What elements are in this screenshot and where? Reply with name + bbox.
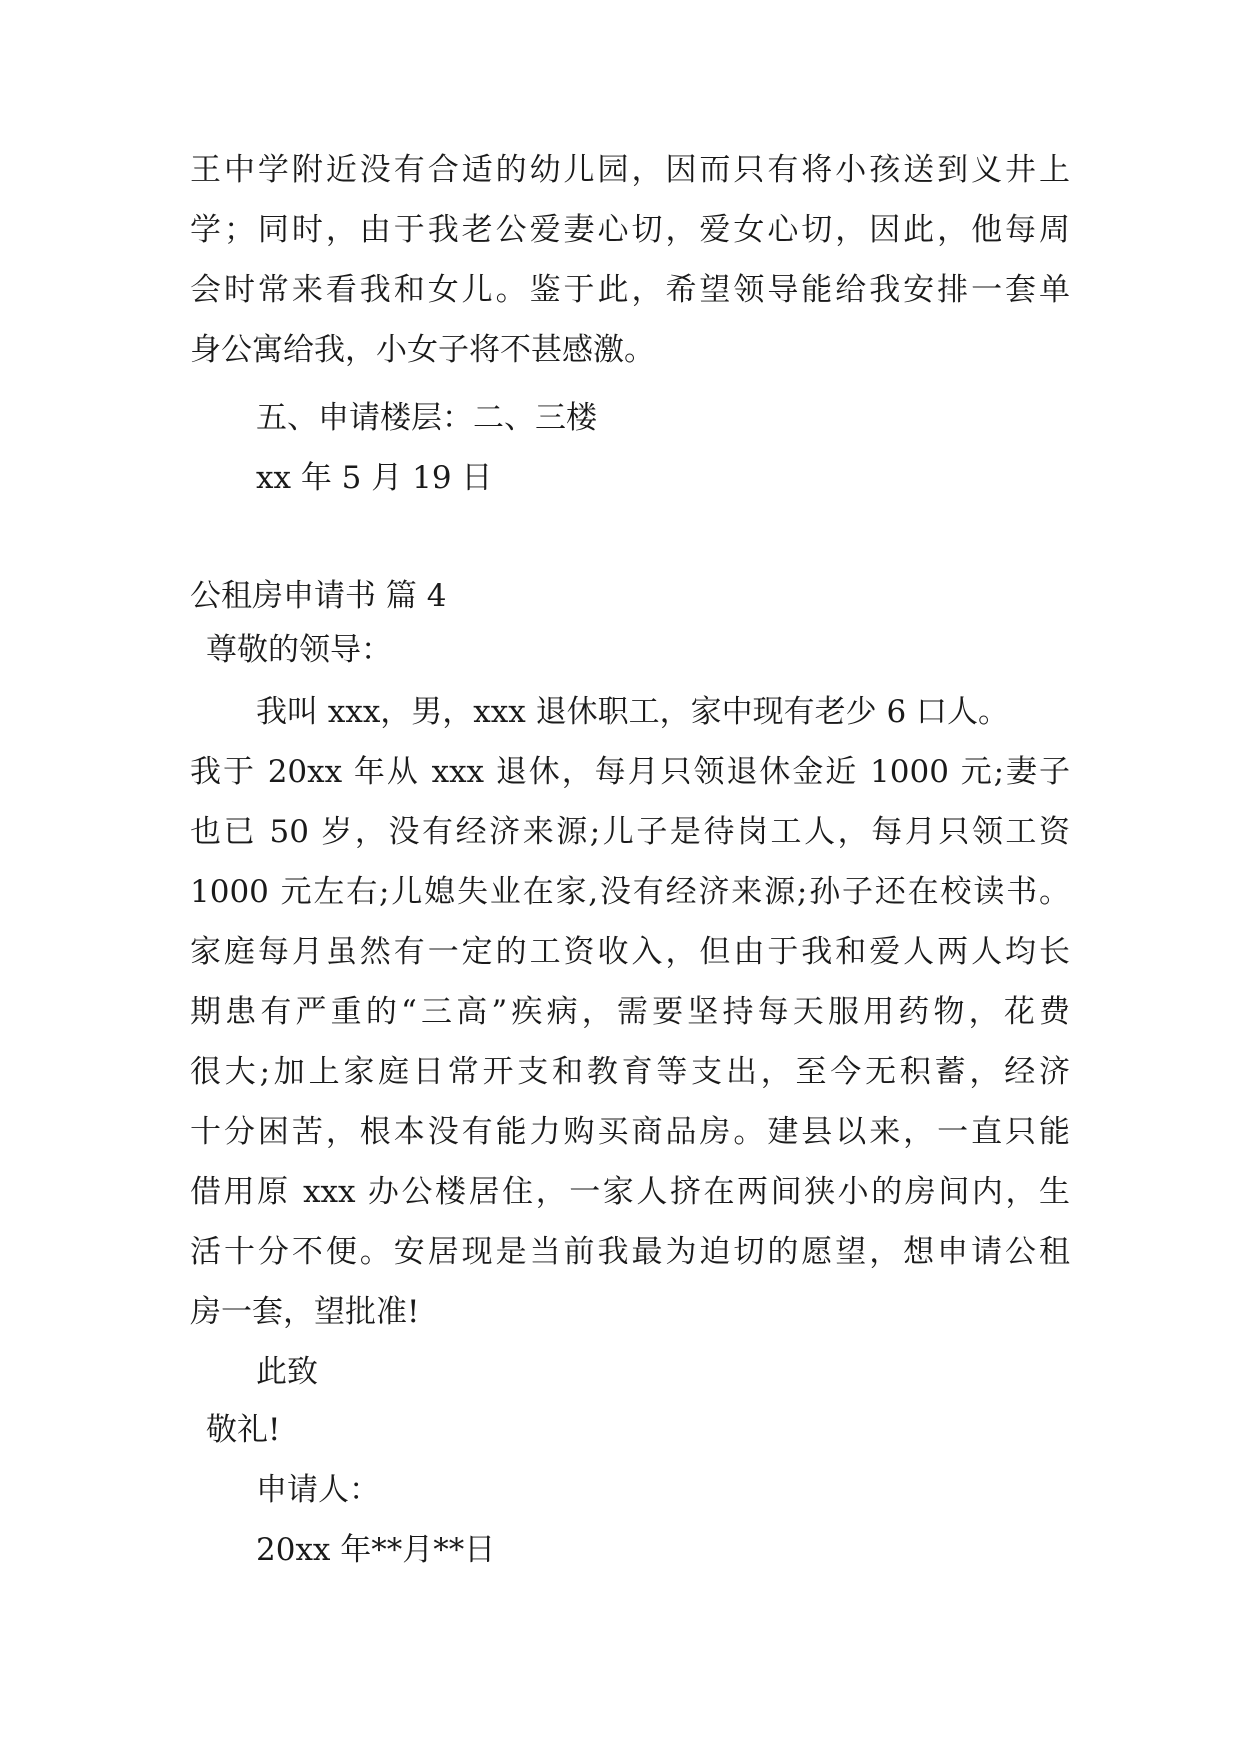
body-line: 家庭每月虽然有一定的工资收入，但由于我和爱人两人均长 xyxy=(190,934,1070,970)
closing-line: 敬礼! xyxy=(206,1412,281,1448)
body-line: 期患有严重的“三高”疾病，需要坚持每天服用药物，花费 xyxy=(190,994,1070,1030)
body-line: 活十分不便。安居现是当前我最为迫切的愿望，想申请公租 xyxy=(190,1234,1070,1270)
body-line: 身公寓给我，小女子将不甚感激。 xyxy=(190,332,655,368)
floor-item: 五、申请楼层：二、三楼 xyxy=(256,400,597,436)
body-line: 王中学附近没有合适的幼儿园，因而只有将小孩送到义井上 xyxy=(190,152,1070,188)
body-line: 会时常来看我和女儿。鉴于此，希望领导能给我安排一套单 xyxy=(190,272,1070,308)
body-line: 我于 20xx 年从 xxx 退休，每月只领退休金近 1000 元;妻子 xyxy=(190,754,1070,790)
body-line: 1000 元左右;儿媳失业在家,没有经济来源;孙子还在校读书。 xyxy=(190,874,1070,910)
body-line: 十分困苦，根本没有能力购买商品房。建县以来，一直只能 xyxy=(190,1114,1070,1150)
section-heading: 公租房申请书 篇 4 xyxy=(190,578,447,614)
salutation: 尊敬的领导： xyxy=(206,632,392,668)
applicant-label: 申请人： xyxy=(256,1472,380,1508)
body-line: 很大;加上家庭日常开支和教育等支出，至今无积蓄，经济 xyxy=(190,1054,1070,1090)
closing-line: 此致 xyxy=(256,1354,318,1390)
body-line: 我叫 xxx，男，xxx 退休职工，家中现有老少 6 口人。 xyxy=(256,694,1010,730)
body-line: 房一套，望批准! xyxy=(190,1294,420,1330)
body-line: 也已 50 岁，没有经济来源;儿子是待岗工人，每月只领工资 xyxy=(190,814,1070,850)
date-line: xx 年 5 月 19 日 xyxy=(256,460,493,496)
body-line: 借用原 xxx 办公楼居住，一家人挤在两间狭小的房间内，生 xyxy=(190,1174,1070,1210)
body-line: 学；同时，由于我老公爱妻心切，爱女心切，因此，他每周 xyxy=(190,212,1070,248)
date-line: 20xx 年**月**日 xyxy=(256,1532,496,1568)
